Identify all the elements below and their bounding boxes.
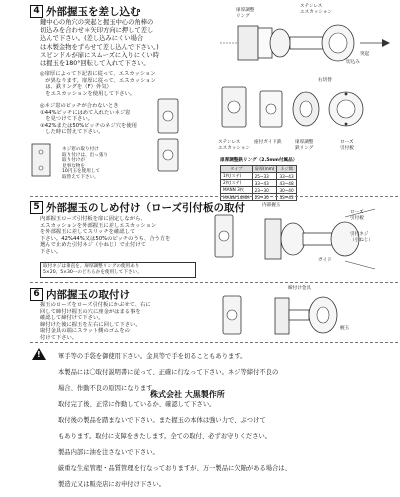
label-right-angle: 右切替 [318,78,332,83]
table-cell: 25~33 [252,173,277,180]
company-name: 株式会社 大黒製作所 [150,390,225,399]
warning-item: 場合、作動不良の原因になります。 [58,385,159,392]
table-cell: 43~48 [277,180,296,187]
section-4-number: 4 [30,5,43,18]
warning-item: 取付後の製品を踏まないで下さい。また握玉の本体は強い力で、ぶつけて [58,417,266,424]
spec-header-pitch: ネジ間 [277,166,296,173]
table-cell: MANN 14MM [221,194,253,201]
label-knob: 握玉 [340,326,350,331]
table-row [221,180,297,187]
table-cell: 2枚(ステ) [221,180,253,187]
section-5-title: 外部握玉のしめ付け（ローズ引付板の取付 [46,202,245,214]
section-4-note-1: ◎扉厚によって下記表に従って、エスカッション が異なります。扉厚に従って、エスカッション は、鉄リングを（F）外気） をエスカッションを使用して下さい。 [40,71,156,97]
table-cell: 23~30 [252,194,277,201]
label-frame-ring: 扉厚調整 リング [236,8,255,19]
label-fastener: 締付け金具 [288,286,311,291]
label-escutcheon: ステンレス エスカッション [300,4,333,15]
warning-item: 製造元又は販売店にお申付け下さい。 [58,481,166,488]
section-4-header [30,4,141,19]
section-5-note: 取付ネジは垂直を。扉厚調整リングの使用あり 5×20、5×30ーのどちらかを使用して下さい。 [40,262,196,278]
table-cell: 33~43 [252,180,277,187]
label-protrusion: 突起 [360,52,370,57]
label-rose-plate: ローズ 引付板 [350,210,364,221]
divider-5-6 [30,282,398,283]
section-6-header [30,287,130,302]
spec-table-title: 扉厚調整鉄リング（2.5mm付属品） [220,158,298,163]
table-cell: MANN 3枚 [221,187,253,194]
section-4-note-2: ◎ネジ窓のピッチが合わないとき ①44%ピッチにはめて入れたいネジ窓 を見つけて下さい。 ②42%または50%ピッチのネジ穴を使用 した時に替えて下さい。 [40,103,137,136]
warning-icon [32,348,46,360]
warning-item: もあります。取付に支障をきたします。全ての取付、必ずお守りください。 [58,433,272,440]
warning-item: 厳重な生産管理・品質管理を行なっておりますが、万一製品に欠陥がある場合は、 [58,465,291,472]
divider-4-5 [30,196,398,197]
divider-6-warn [30,342,398,343]
section-5-number: 5 [30,201,43,214]
section-4-title: 外部握玉を差し込む [46,6,141,18]
label-stainless: ステンレス エスカッション [218,140,251,151]
warning-list [58,345,291,497]
section-4-paragraph: 鍵中心の角穴の突起と握玉中心の角棒の 切込みを合わせ＊矢印方向に押して差し 込んで下さい。(差し込みにくい場合 は木製金物をずらせて差し込んで下さい。) スピンドルが扉にスムーズに入りにくい時 は握玉を180°回転して入れて下さい。 [40,19,160,68]
label-inner-knob: 内部握玉 [262,203,281,208]
table-cell: 1枚(ステ) [221,173,253,180]
screw-note: ネジ窓の取り付け 取り付けは、出っ張り 取り付けが 見事な物を 10円玉を使用して 取替えて下さい。 [62,147,108,180]
section-6-title: 内部握玉の取付け [46,289,130,301]
spec-header-thickness: 扉厚(mm) [252,166,277,173]
section-5-paragraph: 内部握玉ローズ引付板を扉に固定しながら、 エスカッションを外部握玉に差しエスカッション を外部握玉に差してスリッチを確認して 下さい。42%44%又は50%のピッチのうち、合う方を 選んで止めた引付ネジ（小ねじ）で止付けて 下さい。 [40,216,171,255]
table-cell: 33~43 [277,194,296,201]
warning-item: 軍手等の手袋を御使用下さい。金具等で手を切ることもあります。 [58,353,247,360]
table-cell: 30~40 [277,187,296,194]
section-6-diagram [215,290,395,340]
label-screw: 引付ネジ （小ねじ） [350,232,373,243]
warning-item: 取付完了後、正常に作動しているか、確認して下さい。 [58,401,216,408]
warning-item: 本製品には〇取付説明書に従って、正確に行なって下さい。ネジ等締付不良の [58,369,279,376]
label-rose: ローズ 引付板 [340,140,354,151]
table-row [221,187,297,194]
label-ring: 扉厚調整 鉄リング [295,140,314,151]
section-4-knob-diagram [210,8,400,83]
label-guide: ガイド [318,258,332,263]
section-4-parts-diagram [218,83,398,139]
label-cut: 切込み [346,60,360,65]
table-row [221,173,297,180]
spec-table-header-row [221,166,297,173]
warning-item: 製品内部に油を注さないで下さい。 [58,449,159,456]
section-4-plates [150,95,210,175]
table-cell: 23~30 [252,187,277,194]
section-6-number: 6 [30,288,43,301]
section-6-paragraph: 握玉のローズをローズ引付板にかぶせて、右に 回して締付け握玉の穴に座金がはまる事を 確認して締付けて下さい。 締付けた後に握玉を左右に回して下さい。 取付金具の端にスラット側のゴムをの 付けて下さい。 [40,302,151,341]
label-washer: 座付ガイド鉄 [254,140,282,145]
table-cell: 33~43 [277,173,296,180]
spec-header-type: タイプ [221,166,253,173]
